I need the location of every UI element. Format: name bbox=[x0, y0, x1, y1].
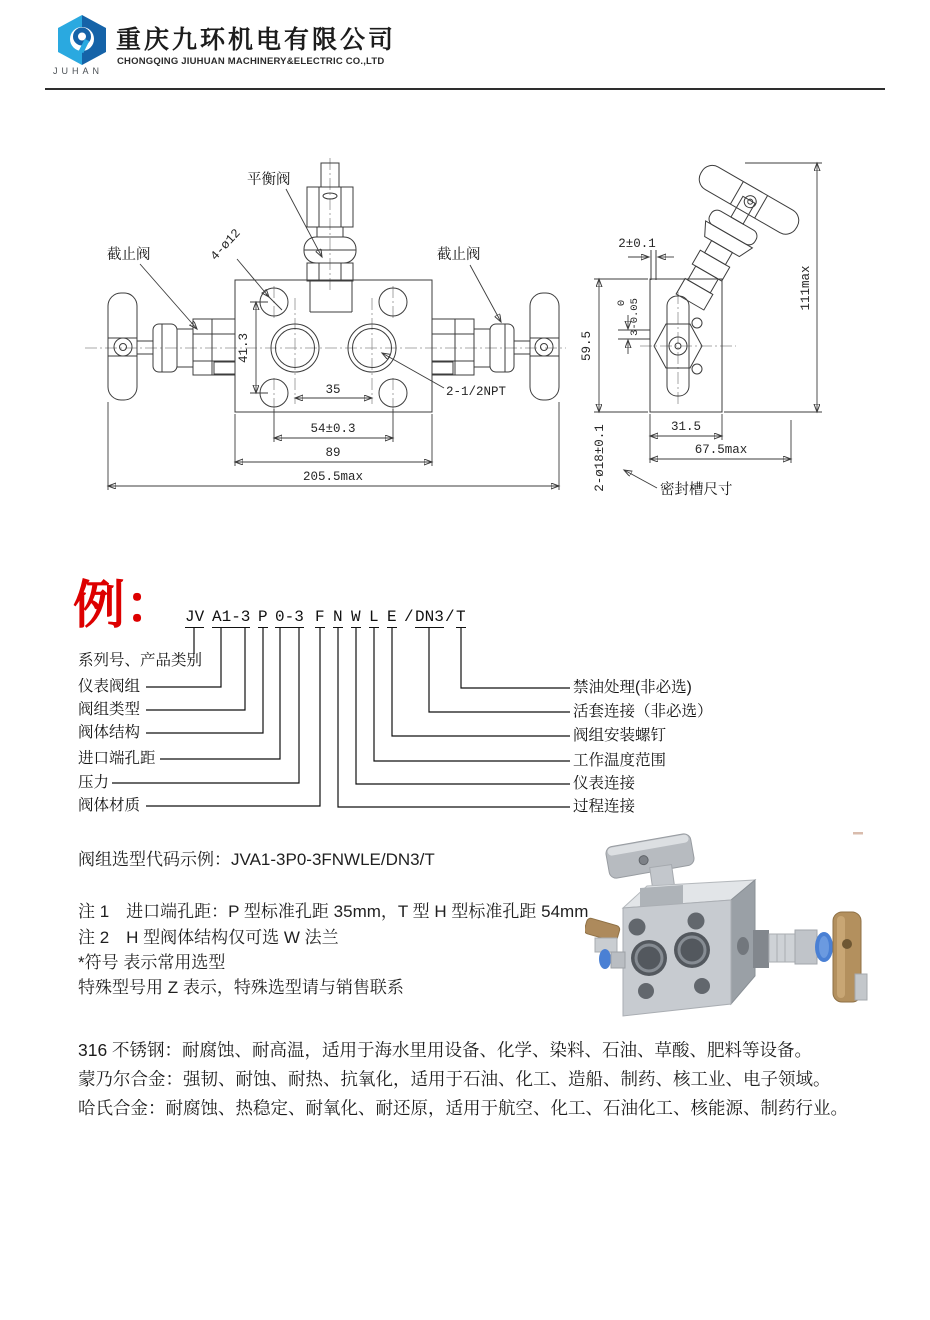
header-divider bbox=[45, 88, 885, 90]
product-photo bbox=[585, 826, 930, 1031]
stop-valve-right-label: 截止阀 bbox=[437, 247, 481, 263]
code-segment-0: JV bbox=[185, 608, 205, 626]
dim-111max: 111max bbox=[799, 265, 813, 311]
model-code-section bbox=[0, 578, 930, 833]
code-segment-t: T bbox=[456, 608, 466, 626]
code-left-label-1: 仪表阀组 bbox=[78, 678, 141, 695]
code-segment-4: F bbox=[315, 608, 325, 626]
code-right-label-1: 活套连接（非必选） bbox=[573, 703, 713, 720]
code-left-label-5: 压力 bbox=[78, 774, 110, 791]
materials-section bbox=[78, 1036, 878, 1123]
side-view bbox=[580, 161, 822, 498]
material-monel: 蒙乃尔合金：强韧、耐蚀、耐热、抗氧化，适用于石油、化工、造船、制药、核工业、电子领域。 bbox=[78, 1069, 831, 1089]
stop-valve-left-outline bbox=[108, 293, 235, 400]
code-slash-2: / bbox=[445, 608, 455, 626]
stop-valve-left-label: 截止阀 bbox=[107, 247, 151, 263]
dim-groove-tol-upper: 0 bbox=[616, 299, 628, 307]
company-name-cn: 重庆九环机电有限公司 bbox=[116, 26, 397, 54]
seal-groove-label: 密封槽尺寸 bbox=[660, 482, 733, 498]
code-example-line: 阀组选型代码示例：JVA1-3P0-3FNWLE/DN3/T bbox=[78, 850, 435, 869]
logo-wordmark: JUHAN bbox=[53, 66, 104, 76]
dim-31-5: 31.5 bbox=[670, 420, 702, 434]
example-prefix: 例： bbox=[73, 577, 178, 635]
balance-valve-label: 平衡阀 bbox=[247, 172, 291, 188]
dim-59-5: 59.5 bbox=[580, 330, 594, 362]
code-segment-7: L bbox=[369, 608, 379, 626]
code-right-label-0: 禁油处理(非必选) bbox=[573, 679, 692, 696]
code-right-label-4: 仪表连接 bbox=[573, 775, 636, 792]
code-left-label-2: 阀组类型 bbox=[78, 701, 141, 718]
code-segment-6: W bbox=[351, 608, 361, 626]
code-segment-3: 0-3 bbox=[275, 608, 304, 626]
dim-67-5max: 67.5max bbox=[694, 443, 748, 457]
code-right-label-3: 工作温度范围 bbox=[573, 752, 667, 769]
code-slash-1: / bbox=[404, 608, 414, 626]
code-left-label-4: 进口端孔距 bbox=[78, 750, 156, 767]
front-view bbox=[85, 158, 566, 490]
note-1: 注 1 进口端孔距：P 型标准孔距 35mm，T 型 H 型标准孔距 54mm bbox=[78, 902, 589, 921]
note-3: *符号 表示常用选型 bbox=[78, 953, 226, 972]
tilted-valve-outline bbox=[642, 161, 803, 329]
dim-2-0-1: 2±0.1 bbox=[618, 237, 656, 251]
dim-35: 35 bbox=[325, 383, 341, 397]
code-segment-2: P bbox=[258, 608, 268, 626]
note-2: 注 2 H 型阀体结构仅可选 W 法兰 bbox=[78, 928, 339, 947]
code-segment-1: A1-3 bbox=[212, 608, 251, 626]
code-segment-dn: DN3 bbox=[415, 608, 444, 626]
dim-41-3: 41.3 bbox=[237, 332, 251, 364]
note-4: 特殊型号用 Z 表示，特殊选型请与销售联系 bbox=[78, 978, 404, 997]
technical-drawing bbox=[0, 140, 930, 540]
material-hastelloy: 哈氏合金：耐腐蚀、热稳定、耐氧化、耐还原，适用于航空、化工、石油化工、核能源、制药行业。 bbox=[78, 1098, 848, 1118]
material-stainless: 316 不锈钢：耐腐蚀、耐高温，适用于海水里用设备、化学、染料、石油、草酸、肥料等设备。 bbox=[78, 1040, 813, 1060]
juhan-logo-icon bbox=[55, 14, 109, 66]
code-segment-5: N bbox=[333, 608, 343, 626]
dim-groove-depth: 3-0.05 bbox=[629, 298, 641, 336]
hole-callout: 4-ø12 bbox=[207, 226, 244, 264]
dim-54: 54±0.3 bbox=[310, 422, 356, 436]
code-right-label-5: 过程连接 bbox=[573, 798, 636, 815]
dim-groove-dia: 2-ø18±0.1 bbox=[593, 424, 607, 492]
dim-205-5: 205.5max bbox=[302, 470, 364, 484]
code-right-label-2: 阀组安装螺钉 bbox=[573, 727, 667, 744]
code-left-label-0: 系列号、产品类别 bbox=[78, 652, 203, 669]
company-name-en: CHONGQING JIUHUAN MACHINERY&ELECTRIC CO.,LTD bbox=[117, 56, 385, 67]
port-callout: 2-1/2NPT bbox=[446, 385, 507, 399]
dim-89: 89 bbox=[325, 446, 341, 460]
code-left-label-6: 阀体材质 bbox=[78, 797, 141, 814]
code-segment-8: E bbox=[387, 608, 397, 626]
stop-valve-right-outline bbox=[432, 293, 559, 400]
code-left-label-3: 阀体结构 bbox=[78, 724, 141, 741]
